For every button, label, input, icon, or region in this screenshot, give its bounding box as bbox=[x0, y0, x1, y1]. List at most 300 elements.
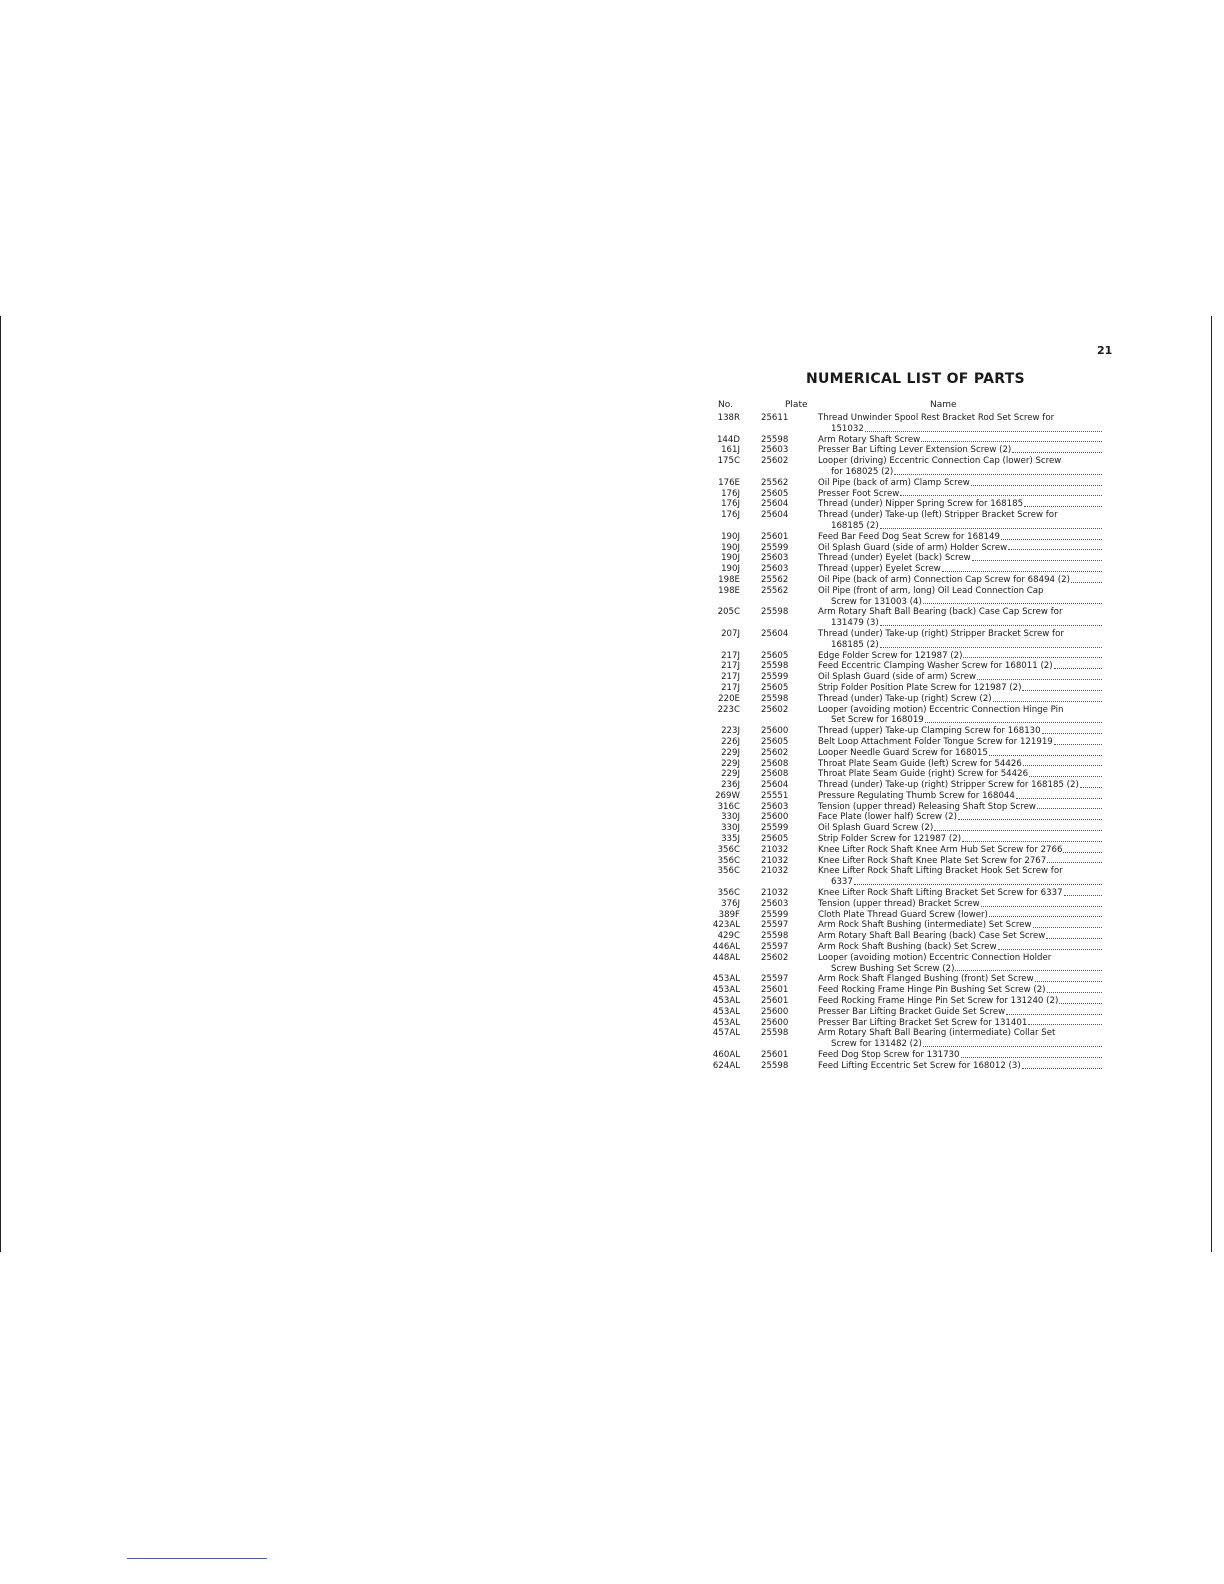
part-name bbox=[818, 651, 1103, 662]
dot-leader bbox=[923, 597, 1102, 605]
part-name-text: 168185 (2) bbox=[831, 520, 879, 531]
part-row bbox=[712, 996, 1124, 1007]
part-plate: 25598 bbox=[761, 434, 789, 445]
dot-leader bbox=[865, 424, 1102, 432]
part-name bbox=[818, 435, 1103, 446]
part-name-text: 168185 (2) bbox=[831, 639, 879, 650]
part-name bbox=[818, 974, 1103, 985]
part-name-text: Strip Folder Position Plate Screw for 121987 (2) bbox=[818, 682, 1022, 693]
part-name bbox=[818, 413, 1103, 435]
part-number: 448AL bbox=[712, 952, 740, 963]
part-plate: 25602 bbox=[761, 952, 789, 963]
part-name-line bbox=[818, 759, 1103, 770]
part-number: 176J bbox=[721, 510, 740, 521]
part-name-line bbox=[818, 629, 1103, 640]
part-name-text: 151032 bbox=[831, 423, 864, 434]
part-name-text: Looper (avoiding motion) Eccentric Connection Holder bbox=[818, 952, 1052, 963]
part-row bbox=[712, 899, 1124, 910]
part-name-line bbox=[818, 1018, 1103, 1029]
dot-leader bbox=[1022, 683, 1102, 691]
part-row bbox=[712, 553, 1124, 564]
dot-leader bbox=[925, 715, 1102, 723]
part-name-text: Cloth Plate Thread Guard Screw (lower) bbox=[818, 909, 988, 920]
part-name bbox=[818, 1061, 1103, 1072]
part-name bbox=[818, 445, 1103, 456]
part-name-line bbox=[818, 510, 1103, 521]
part-name-line bbox=[818, 1061, 1103, 1072]
part-number: 356C bbox=[717, 844, 740, 855]
column-header-no: No. bbox=[718, 400, 733, 410]
part-number: 330J bbox=[721, 823, 740, 834]
dot-leader bbox=[1035, 974, 1102, 982]
part-number: 330J bbox=[721, 812, 740, 823]
part-number: 205C bbox=[717, 607, 740, 618]
part-name-text: Oil Pipe (back of arm) Clamp Screw bbox=[818, 477, 970, 488]
part-name bbox=[818, 888, 1103, 899]
dot-leader bbox=[1012, 445, 1102, 453]
part-name-text: for 168025 (2) bbox=[831, 466, 894, 477]
part-name bbox=[818, 931, 1103, 942]
part-number: 220E bbox=[718, 693, 740, 704]
part-name-line bbox=[818, 413, 1103, 424]
part-number: 389F bbox=[718, 909, 740, 920]
dot-leader bbox=[934, 823, 1102, 831]
part-name-text: Thread (under) Take-up (right) Stripper Screw for 168185 (2) bbox=[818, 780, 1079, 791]
dot-leader bbox=[1029, 769, 1102, 777]
part-number: 144D bbox=[716, 434, 740, 445]
part-name-line bbox=[818, 553, 1103, 564]
part-name-text: Feed Lifting Eccentric Set Screw for 168012 (3) bbox=[818, 1060, 1021, 1071]
dot-leader bbox=[1063, 845, 1102, 853]
part-plate: 25600 bbox=[761, 812, 789, 823]
part-number: 453AL bbox=[712, 1006, 740, 1017]
part-name-line bbox=[818, 586, 1103, 597]
part-name-line bbox=[818, 575, 1103, 586]
part-name bbox=[818, 866, 1103, 888]
part-name-text: Oil Pipe (front of arm, long) Oil Lead Connection Cap bbox=[818, 585, 1044, 596]
part-plate: 25605 bbox=[761, 736, 789, 747]
dot-leader bbox=[880, 521, 1102, 529]
part-name-text: Oil Splash Guard Screw (2) bbox=[818, 823, 934, 834]
part-name-line bbox=[818, 920, 1103, 931]
dot-leader bbox=[998, 942, 1102, 950]
part-name-text: Screw for 131003 (4) bbox=[831, 596, 922, 607]
part-name-line bbox=[818, 543, 1103, 554]
dot-leader bbox=[1023, 759, 1102, 767]
part-row bbox=[712, 748, 1124, 759]
part-number: 217J bbox=[721, 650, 740, 661]
part-plate: 25599 bbox=[761, 542, 789, 553]
part-name-line bbox=[818, 780, 1103, 791]
part-name-text: Arm Rotary Shaft Screw bbox=[818, 434, 921, 445]
part-plate: 25604 bbox=[761, 780, 789, 791]
part-name-text: Thread Unwinder Spool Rest Bracket Rod Set Screw for bbox=[818, 413, 1055, 423]
dot-leader bbox=[963, 651, 1102, 659]
part-number: 453AL bbox=[712, 974, 740, 985]
part-plate: 25598 bbox=[761, 1060, 789, 1071]
dot-leader bbox=[900, 489, 1102, 497]
part-name-line bbox=[818, 715, 1103, 726]
part-number: 217J bbox=[721, 661, 740, 672]
part-number: 217J bbox=[721, 682, 740, 693]
page-number: 21 bbox=[1097, 344, 1113, 357]
part-row bbox=[712, 802, 1124, 813]
part-name-line bbox=[818, 564, 1103, 575]
part-name bbox=[818, 942, 1103, 953]
part-name-text: Oil Splash Guard (side of arm) Screw bbox=[818, 672, 977, 683]
part-name bbox=[818, 456, 1103, 478]
part-plate: 25562 bbox=[761, 477, 789, 488]
part-number: 229J bbox=[721, 747, 740, 758]
part-plate: 25597 bbox=[761, 920, 789, 931]
dot-leader bbox=[989, 910, 1102, 918]
part-name bbox=[818, 802, 1103, 813]
part-name-line bbox=[818, 683, 1103, 694]
dot-leader bbox=[993, 694, 1102, 702]
part-row bbox=[712, 920, 1124, 931]
part-row bbox=[712, 586, 1124, 608]
part-number: 356C bbox=[717, 888, 740, 899]
part-name bbox=[818, 920, 1103, 931]
dot-leader bbox=[1059, 996, 1102, 1004]
part-name bbox=[818, 1007, 1103, 1018]
part-name-line bbox=[818, 597, 1103, 608]
part-name bbox=[818, 812, 1103, 823]
dot-leader bbox=[1033, 920, 1103, 928]
part-name-line bbox=[818, 737, 1103, 748]
footer-rule bbox=[127, 1558, 267, 1559]
part-number: 269W bbox=[715, 790, 740, 801]
dot-leader bbox=[962, 834, 1102, 842]
part-name-text: Tension (upper thread) Bracket Screw bbox=[818, 898, 980, 909]
part-plate: 25598 bbox=[761, 693, 789, 704]
part-name-text: Belt Loop Attachment Folder Tongue Screw for 121919 bbox=[818, 736, 1053, 747]
part-number: 229J bbox=[721, 769, 740, 780]
part-name-text: 131479 (3) bbox=[831, 618, 879, 629]
part-row bbox=[712, 661, 1124, 672]
part-row bbox=[712, 672, 1124, 683]
part-name bbox=[818, 985, 1103, 996]
part-name-text: Looper (driving) Eccentric Connection Cap (lower) Screw bbox=[818, 456, 1062, 467]
part-name bbox=[818, 953, 1103, 975]
part-row bbox=[712, 435, 1124, 446]
part-plate: 25603 bbox=[761, 898, 789, 909]
part-number: 217J bbox=[721, 672, 740, 683]
part-name bbox=[818, 1028, 1103, 1050]
part-name-text: Presser Bar Lifting Bracket Guide Set Screw bbox=[818, 1006, 1006, 1017]
part-row bbox=[712, 791, 1124, 802]
part-name-text: Knee Lifter Rock Shaft Knee Arm Hub Set Screw for 2766 bbox=[818, 844, 1063, 855]
part-name-line bbox=[818, 607, 1103, 618]
part-row bbox=[712, 931, 1124, 942]
part-number: 198E bbox=[718, 585, 740, 596]
part-plate: 25602 bbox=[761, 747, 789, 758]
part-name-line bbox=[818, 532, 1103, 543]
part-name-text: Knee Lifter Rock Shaft Lifting Bracket Hook Set Screw for bbox=[818, 866, 1063, 877]
part-plate: 25598 bbox=[761, 661, 789, 672]
part-name-text: Arm Rotary Shaft Ball Bearing (back) Case Cap Screw for bbox=[818, 607, 1063, 618]
part-name-line bbox=[818, 478, 1103, 489]
part-number: 316C bbox=[717, 801, 740, 812]
part-plate: 21032 bbox=[761, 866, 789, 877]
part-row bbox=[712, 1018, 1124, 1029]
part-plate: 25599 bbox=[761, 672, 789, 683]
part-name bbox=[818, 672, 1103, 683]
part-plate: 25600 bbox=[761, 726, 789, 737]
part-plate: 25599 bbox=[761, 909, 789, 920]
part-plate: 25605 bbox=[761, 488, 789, 499]
part-name-line bbox=[818, 856, 1103, 867]
part-name-line bbox=[818, 435, 1103, 446]
part-name bbox=[818, 532, 1103, 543]
part-name-text: Presser Foot Screw bbox=[818, 488, 900, 499]
part-name-text: Feed Rocking Frame Hinge Pin Bushing Set Screw (2) bbox=[818, 985, 1046, 996]
part-number: 223C bbox=[717, 704, 740, 715]
page-title: NUMERICAL LIST OF PARTS bbox=[806, 371, 1025, 387]
part-name bbox=[818, 586, 1103, 608]
part-name-text: Thread (under) Nipper Spring Screw for 168185 bbox=[818, 499, 1024, 510]
part-number: 198E bbox=[718, 574, 740, 585]
part-name-line bbox=[818, 445, 1103, 456]
part-row bbox=[712, 812, 1124, 823]
part-plate: 25603 bbox=[761, 801, 789, 812]
part-row bbox=[712, 737, 1124, 748]
part-row bbox=[712, 564, 1124, 575]
part-name-text: Feed Dog Stop Screw for 131730 bbox=[818, 1050, 960, 1061]
part-name-text: Presser Bar Lifting Lever Extension Screw (2) bbox=[818, 445, 1012, 456]
part-name-line bbox=[818, 672, 1103, 683]
dot-leader bbox=[1047, 856, 1102, 864]
dot-leader bbox=[1022, 1061, 1102, 1069]
part-row bbox=[712, 1028, 1124, 1050]
part-number: 138R bbox=[717, 413, 740, 423]
part-name-line bbox=[818, 694, 1103, 705]
part-row bbox=[712, 445, 1124, 456]
part-number: 190J bbox=[721, 564, 740, 575]
part-name-line bbox=[818, 812, 1103, 823]
part-number: 429C bbox=[717, 931, 740, 942]
part-name bbox=[818, 996, 1103, 1007]
part-row bbox=[712, 769, 1124, 780]
part-row bbox=[712, 694, 1124, 705]
part-name-line bbox=[818, 521, 1103, 532]
part-name bbox=[818, 823, 1103, 834]
part-number: 207J bbox=[721, 628, 740, 639]
part-plate: 25602 bbox=[761, 704, 789, 715]
page-edge-right bbox=[1211, 316, 1212, 1252]
part-plate: 25600 bbox=[761, 1006, 789, 1017]
dot-leader bbox=[1001, 532, 1102, 540]
dot-leader bbox=[981, 899, 1102, 907]
part-number: 190J bbox=[721, 542, 740, 553]
part-number: 453AL bbox=[712, 1017, 740, 1028]
part-number: 460AL bbox=[712, 1050, 740, 1061]
part-row bbox=[712, 478, 1124, 489]
part-name-text: Looper (avoiding motion) Eccentric Connection Hinge Pin bbox=[818, 704, 1064, 715]
dot-leader bbox=[1080, 780, 1102, 788]
part-plate: 25551 bbox=[761, 790, 789, 801]
part-plate: 25598 bbox=[761, 931, 789, 942]
part-name-text: Thread (under) Take-up (left) Stripper Bracket Screw for bbox=[818, 510, 1058, 521]
part-name-text: Thread (under) Eyelet (back) Screw bbox=[818, 553, 971, 564]
part-plate: 25562 bbox=[761, 585, 789, 596]
part-name-text: Arm Rotary Shaft Ball Bearing (back) Case Set Screw bbox=[818, 931, 1046, 942]
dot-leader bbox=[1024, 499, 1102, 507]
part-row bbox=[712, 705, 1124, 727]
part-name-line bbox=[818, 1039, 1103, 1050]
part-name-text: Thread (upper) Eyelet Screw bbox=[818, 564, 941, 575]
part-plate: 25598 bbox=[761, 607, 789, 618]
part-plate: 21032 bbox=[761, 855, 789, 866]
part-name bbox=[818, 834, 1103, 845]
part-row bbox=[712, 780, 1124, 791]
part-number: 453AL bbox=[712, 985, 740, 996]
part-name-line bbox=[818, 888, 1103, 899]
part-name-text: Knee Lifter Rock Shaft Knee Plate Set Screw for 2767 bbox=[818, 855, 1047, 866]
part-row bbox=[712, 651, 1124, 662]
part-number: 226J bbox=[721, 736, 740, 747]
part-plate: 25562 bbox=[761, 574, 789, 585]
part-name-text: Face Plate (lower half) Screw (2) bbox=[818, 812, 957, 823]
part-name-line bbox=[818, 456, 1103, 467]
part-plate: 25608 bbox=[761, 758, 789, 769]
part-row bbox=[712, 856, 1124, 867]
part-name-line bbox=[818, 748, 1103, 759]
part-name-line bbox=[818, 1028, 1103, 1039]
part-plate: 25601 bbox=[761, 985, 789, 996]
part-name-line bbox=[818, 974, 1103, 985]
part-name bbox=[818, 661, 1103, 672]
part-row bbox=[712, 532, 1124, 543]
part-row bbox=[712, 942, 1124, 953]
part-number: 423AL bbox=[712, 920, 740, 931]
part-name bbox=[818, 564, 1103, 575]
part-name-line bbox=[818, 931, 1103, 942]
part-name bbox=[818, 1018, 1103, 1029]
dot-leader bbox=[989, 748, 1102, 756]
part-plate: 21032 bbox=[761, 844, 789, 855]
part-row bbox=[712, 629, 1124, 651]
part-name bbox=[818, 510, 1103, 532]
part-plate: 25601 bbox=[761, 996, 789, 1007]
column-header-name: Name bbox=[930, 400, 957, 410]
dot-leader bbox=[958, 812, 1102, 820]
part-row bbox=[712, 759, 1124, 770]
part-name bbox=[818, 759, 1103, 770]
dot-leader bbox=[955, 964, 1102, 972]
part-name bbox=[818, 1050, 1103, 1061]
part-name-line bbox=[818, 1007, 1103, 1018]
part-plate: 25604 bbox=[761, 499, 789, 510]
part-name bbox=[818, 845, 1103, 856]
part-name-line bbox=[818, 467, 1103, 478]
part-name bbox=[818, 683, 1103, 694]
part-name-text: Feed Eccentric Clamping Washer Screw for 168011 (2) bbox=[818, 661, 1053, 672]
part-name-line bbox=[818, 877, 1103, 888]
part-name bbox=[818, 543, 1103, 554]
part-name bbox=[818, 899, 1103, 910]
part-name-text: Feed Bar Feed Dog Seat Screw for 168149 bbox=[818, 531, 1000, 542]
part-plate: 25603 bbox=[761, 564, 789, 575]
part-row bbox=[712, 985, 1124, 996]
part-name bbox=[818, 748, 1103, 759]
part-plate: 25604 bbox=[761, 628, 789, 639]
part-name-text: Tension (upper thread) Releasing Shaft Stop Screw bbox=[818, 801, 1036, 812]
part-name-text: Looper Needle Guard Screw for 168015 bbox=[818, 747, 988, 758]
part-plate: 25611 bbox=[761, 413, 789, 423]
dot-leader bbox=[961, 1050, 1103, 1058]
dot-leader bbox=[923, 1039, 1102, 1047]
part-plate: 25605 bbox=[761, 834, 789, 845]
part-number: 376J bbox=[721, 898, 740, 909]
part-row bbox=[712, 888, 1124, 899]
part-name-text: Strip Folder Screw for 121987 (2) bbox=[818, 834, 962, 845]
part-row bbox=[712, 510, 1124, 532]
dot-leader bbox=[921, 435, 1102, 443]
part-name-text: Thread (under) Take-up (right) Screw (2) bbox=[818, 693, 992, 704]
dot-leader bbox=[1037, 802, 1102, 810]
column-header-plate: Plate bbox=[785, 400, 808, 410]
part-name-line bbox=[818, 866, 1103, 877]
part-number: 176E bbox=[718, 477, 740, 488]
part-name-text: 6337 bbox=[831, 877, 853, 888]
part-name-line bbox=[818, 424, 1103, 435]
part-number: 176J bbox=[721, 488, 740, 499]
part-name-line bbox=[818, 834, 1103, 845]
dot-leader bbox=[1042, 726, 1102, 734]
part-name-text: Arm Rock Shaft Flanged Bushing (front) Set Screw bbox=[818, 974, 1034, 985]
part-name-line bbox=[818, 899, 1103, 910]
part-plate: 25600 bbox=[761, 1017, 789, 1028]
dot-leader bbox=[942, 564, 1102, 572]
dot-leader bbox=[880, 640, 1102, 648]
part-name bbox=[818, 780, 1103, 791]
part-plate: 25602 bbox=[761, 456, 789, 467]
part-plate: 25603 bbox=[761, 445, 789, 456]
part-number: 457AL bbox=[712, 1028, 740, 1039]
part-name-text: Thread (under) Take-up (right) Stripper Bracket Screw for bbox=[818, 628, 1064, 639]
dot-leader bbox=[880, 618, 1102, 626]
part-plate: 25604 bbox=[761, 510, 789, 521]
part-name-line bbox=[818, 985, 1103, 996]
dot-leader bbox=[1064, 888, 1102, 896]
part-name-line bbox=[818, 964, 1103, 975]
part-number: 236J bbox=[721, 780, 740, 791]
dot-leader bbox=[1071, 575, 1102, 583]
part-row bbox=[712, 607, 1124, 629]
dot-leader bbox=[1054, 661, 1102, 669]
part-name bbox=[818, 737, 1103, 748]
part-row bbox=[712, 489, 1124, 500]
dot-leader bbox=[972, 553, 1102, 561]
part-name-line bbox=[818, 640, 1103, 651]
part-name-text: Arm Rock Shaft Bushing (intermediate) Set Screw bbox=[818, 920, 1032, 931]
part-number: 446AL bbox=[712, 942, 740, 953]
part-name bbox=[818, 553, 1103, 564]
part-name-line bbox=[818, 996, 1103, 1007]
part-row bbox=[712, 499, 1124, 510]
part-name-line bbox=[818, 651, 1103, 662]
part-name bbox=[818, 629, 1103, 651]
part-plate: 25599 bbox=[761, 823, 789, 834]
part-name-text: Set Screw for 168019 bbox=[831, 715, 924, 726]
part-name bbox=[818, 726, 1103, 737]
parts-list bbox=[712, 413, 1124, 1072]
dot-leader bbox=[1054, 737, 1102, 745]
part-number: 190J bbox=[721, 553, 740, 564]
part-row bbox=[712, 456, 1124, 478]
part-row bbox=[712, 413, 1124, 435]
